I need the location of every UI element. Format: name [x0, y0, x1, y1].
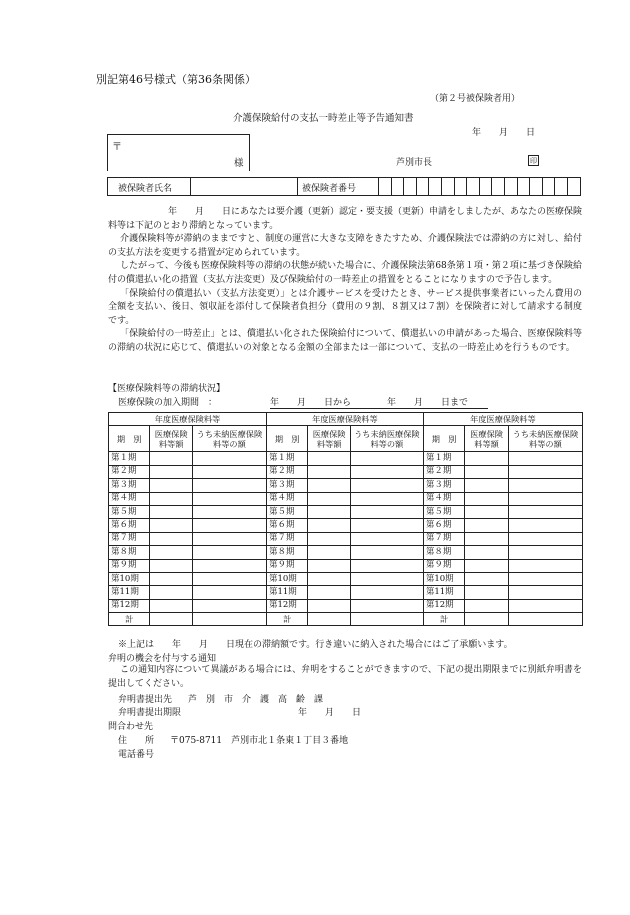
period-cell: 第９期 — [109, 559, 150, 572]
seal-mark: 印 — [530, 157, 537, 165]
phone-label: 電話番号 — [118, 750, 155, 760]
unpaid-cell — [508, 572, 582, 585]
insured-name-label: 被保険者氏名 — [118, 184, 173, 194]
period-cell: 第２期 — [423, 465, 464, 478]
unpaid-cell — [192, 599, 266, 612]
period-cell: 第11期 — [109, 586, 150, 599]
period-cell: 第５期 — [109, 505, 150, 518]
arrears-heading: 【医療保険料等の滞納状況】 — [108, 384, 226, 394]
insured-type: （第２号被保険者用） — [430, 94, 521, 104]
unpaid-cell — [192, 505, 266, 518]
unpaid-cell — [350, 532, 423, 545]
amount-cell — [308, 505, 350, 518]
paragraph-1: 年 月 日にあなたは要介護（更新）認定・要支援（更新）申請をしましたが、あなたの医療保険料等は下記のとおり滞納となっています。 — [108, 207, 583, 231]
amount-cell — [465, 505, 509, 518]
unpaid-cell — [508, 519, 582, 532]
notice-body — [108, 206, 582, 356]
document-title: 介護保険給付の支払一時差止等予告通知書 — [233, 113, 414, 124]
paragraph-4: 「保険給付の償還払い（支払方法変更）」とは介護サービスを受けたとき、サービス提供事業者にいったん費用の全額を支払い、後日、領収証を添付して保険者負担分（費用の９割、８割又は７割）を保険者に対して請求する制度です。 — [108, 288, 582, 326]
address-label: 住 所 — [118, 736, 155, 746]
unpaid-cell — [350, 452, 423, 465]
unpaid-cell — [192, 479, 266, 492]
paragraph-3: したがって、今後も医療保険料等の滞納の状態が続いた場合に、介護保険法第68条第１項・第２項に基づき保険給付の償還払い化の措置（支払方法変更）及び保険給付の一時差止の措置をとることになりますので予告します。 — [108, 261, 582, 285]
submit-to-value: 芦 別 市 介 護 高 齢 課 — [188, 695, 324, 705]
form-id: 別記第46号様式（第36条関係） — [96, 73, 256, 86]
unpaid-cell — [192, 559, 266, 572]
year-header-3: 年度医療保険料等 — [423, 413, 582, 426]
period-cell: 第４期 — [266, 492, 307, 505]
amount-cell — [150, 559, 192, 572]
period-cell: 第８期 — [423, 546, 464, 559]
total-unpaid-1 — [192, 613, 266, 626]
table-row — [109, 586, 583, 599]
period-cell: 第２期 — [109, 465, 150, 478]
unpaid-cell — [192, 452, 266, 465]
period-cell: 第１期 — [266, 452, 307, 465]
period-cell: 第９期 — [423, 559, 464, 572]
unpaid-cell — [508, 479, 582, 492]
appeal-title: 弁明の機会を付与する通知 — [108, 654, 217, 664]
total-label-1: 計 — [109, 613, 150, 626]
amount-cell — [308, 546, 350, 559]
period-cell: 第２期 — [266, 465, 307, 478]
col-amount-2: 医療保険料等額 — [308, 426, 350, 452]
amount-cell — [308, 572, 350, 585]
unpaid-cell — [350, 546, 423, 559]
col-unpaid-1: うち未納医療保険料等の額 — [192, 426, 266, 452]
period-cell: 第９期 — [266, 559, 307, 572]
paragraph-2: 介護保険料等が滞納のままですと、制度の運営に大きな支障をきたすため、介護保険法では滞納の方に対し、給付の支払方法を変更する措置が定められています。 — [108, 234, 582, 258]
period-cell: 第12期 — [266, 599, 307, 612]
unpaid-cell — [508, 465, 582, 478]
period-cell: 第４期 — [423, 492, 464, 505]
amount-cell — [150, 519, 192, 532]
period-cell: 第６期 — [109, 519, 150, 532]
amount-cell — [465, 546, 509, 559]
footnote: ※上記は 年 月 日現在の滞納額です。行き違いに納入された場合にはご了承願います。 — [118, 640, 513, 650]
total-amount-3 — [465, 613, 509, 626]
amount-cell — [465, 519, 509, 532]
period-cell: 第７期 — [423, 532, 464, 545]
name-field-end — [297, 177, 298, 196]
period-label: 医療保険の加入期間 ： — [118, 398, 218, 408]
amount-cell — [465, 452, 509, 465]
deadline-label: 弁明書提出期限 — [118, 708, 182, 718]
contact-label: 問合わせ先 — [108, 722, 154, 732]
col-unpaid-2: うち未納医療保険料等の額 — [350, 426, 423, 452]
period-cell: 第７期 — [266, 532, 307, 545]
total-amount-2 — [308, 613, 350, 626]
unpaid-cell — [508, 586, 582, 599]
col-period-2: 期 別 — [266, 426, 307, 452]
table-row — [109, 465, 583, 478]
unpaid-cell — [508, 546, 582, 559]
unpaid-cell — [508, 492, 582, 505]
unpaid-cell — [192, 586, 266, 599]
unpaid-cell — [508, 505, 582, 518]
amount-cell — [308, 599, 350, 612]
table-row — [109, 559, 583, 572]
table-row — [109, 492, 583, 505]
unpaid-cell — [350, 505, 423, 518]
period-cell: 第10期 — [266, 572, 307, 585]
period-cell: 第11期 — [423, 586, 464, 599]
year-header-2: 年度医療保険料等 — [266, 413, 423, 426]
name-divider — [190, 177, 191, 196]
period-cell: 第１期 — [109, 452, 150, 465]
amount-cell — [150, 546, 192, 559]
table-row — [109, 479, 583, 492]
amount-cell — [150, 586, 192, 599]
period-cell: 第７期 — [109, 532, 150, 545]
amount-cell — [150, 492, 192, 505]
period-cell: 第４期 — [109, 492, 150, 505]
unpaid-cell — [508, 452, 582, 465]
table-row — [109, 519, 583, 532]
amount-cell — [150, 599, 192, 612]
amount-cell — [150, 532, 192, 545]
amount-cell — [308, 532, 350, 545]
table-row — [109, 572, 583, 585]
period-cell: 第８期 — [266, 546, 307, 559]
period-cell: 第12期 — [423, 599, 464, 612]
issue-date: 年 月 日 — [472, 128, 536, 138]
paragraph-5: 「保険給付の一時差止」とは、償還払い化された保険給付について、償還払いの申請があった場合、医療保険料等の滞納の状況に応じて、償還払いの対象となる金額の全部または一部について、支払の一時差止めを行うものです。 — [108, 329, 582, 353]
insured-number-label: 被保険者番号 — [302, 184, 357, 194]
period-cell: 第１期 — [423, 452, 464, 465]
unpaid-cell — [192, 572, 266, 585]
unpaid-cell — [192, 492, 266, 505]
unpaid-cell — [508, 599, 582, 612]
amount-cell — [465, 532, 509, 545]
unpaid-cell — [192, 546, 266, 559]
period-value: 年 月 日から 年 月 日まで — [270, 395, 488, 409]
col-period-1: 期 別 — [109, 426, 150, 452]
year-header-row — [109, 413, 583, 426]
col-unpaid-3: うち未納医療保険料等の額 — [508, 426, 582, 452]
unpaid-cell — [350, 519, 423, 532]
amount-cell — [150, 452, 192, 465]
unpaid-cell — [350, 479, 423, 492]
period-cell: 第３期 — [423, 479, 464, 492]
unpaid-cell — [350, 586, 423, 599]
total-unpaid-3 — [508, 613, 582, 626]
amount-cell — [465, 559, 509, 572]
appeal-text: この通知内容について異議がある場合には、弁明をすることができますので、下記の提出期限までに別紙弁明書を提出してください。 — [108, 665, 582, 689]
insured-number-cells — [378, 177, 580, 196]
total-unpaid-2 — [350, 613, 423, 626]
year-header-1: 年度医療保険料等 — [109, 413, 267, 426]
table-row — [109, 532, 583, 545]
amount-cell — [308, 479, 350, 492]
period-cell: 第６期 — [266, 519, 307, 532]
amount-cell — [308, 586, 350, 599]
amount-cell — [308, 559, 350, 572]
unpaid-cell — [350, 492, 423, 505]
table-row — [109, 546, 583, 559]
table-row — [109, 505, 583, 518]
col-period-3: 期 別 — [423, 426, 464, 452]
total-label-3: 計 — [423, 613, 464, 626]
unpaid-cell — [192, 519, 266, 532]
period-cell: 第10期 — [109, 572, 150, 585]
period-cell: 第３期 — [109, 479, 150, 492]
amount-cell — [465, 586, 509, 599]
total-amount-1 — [150, 613, 192, 626]
deadline-value: 年 月 日 — [298, 708, 362, 718]
postal-mark: 〒 — [112, 142, 122, 153]
unpaid-cell — [350, 465, 423, 478]
amount-cell — [465, 572, 509, 585]
unpaid-cell — [350, 572, 423, 585]
unpaid-cell — [508, 532, 582, 545]
period-cell: 第12期 — [109, 599, 150, 612]
amount-cell — [308, 465, 350, 478]
amount-cell — [465, 492, 509, 505]
amount-cell — [465, 465, 509, 478]
amount-cell — [308, 452, 350, 465]
amount-cell — [150, 505, 192, 518]
issuer: 芦別市長 — [396, 158, 433, 168]
period-cell: 第５期 — [423, 505, 464, 518]
amount-cell — [308, 519, 350, 532]
submit-to-label: 弁明書提出先 — [118, 695, 173, 705]
amount-cell — [465, 599, 509, 612]
period-cell: 第５期 — [266, 505, 307, 518]
period-cell: 第10期 — [423, 572, 464, 585]
column-header-row — [109, 426, 583, 452]
honorific: 様 — [234, 158, 244, 169]
table-row — [109, 452, 583, 465]
unpaid-cell — [192, 532, 266, 545]
unpaid-cell — [350, 599, 423, 612]
period-cell: 第８期 — [109, 546, 150, 559]
amount-cell — [150, 572, 192, 585]
amount-cell — [465, 479, 509, 492]
unpaid-cell — [350, 559, 423, 572]
table-row — [109, 599, 583, 612]
arrears-table — [108, 412, 583, 626]
address-value: 〒075-8711 芦別市北１条東１丁目３番地 — [170, 736, 349, 746]
amount-cell — [150, 479, 192, 492]
unpaid-cell — [508, 559, 582, 572]
amount-cell — [308, 492, 350, 505]
amount-cell — [150, 465, 192, 478]
address-box — [107, 134, 250, 171]
total-label-2: 計 — [266, 613, 307, 626]
col-amount-3: 医療保険料等額 — [465, 426, 509, 452]
total-row — [109, 613, 583, 626]
unpaid-cell — [192, 465, 266, 478]
period-cell: 第６期 — [423, 519, 464, 532]
period-cell: 第11期 — [266, 586, 307, 599]
col-amount-1: 医療保険料等額 — [150, 426, 192, 452]
period-cell: 第３期 — [266, 479, 307, 492]
